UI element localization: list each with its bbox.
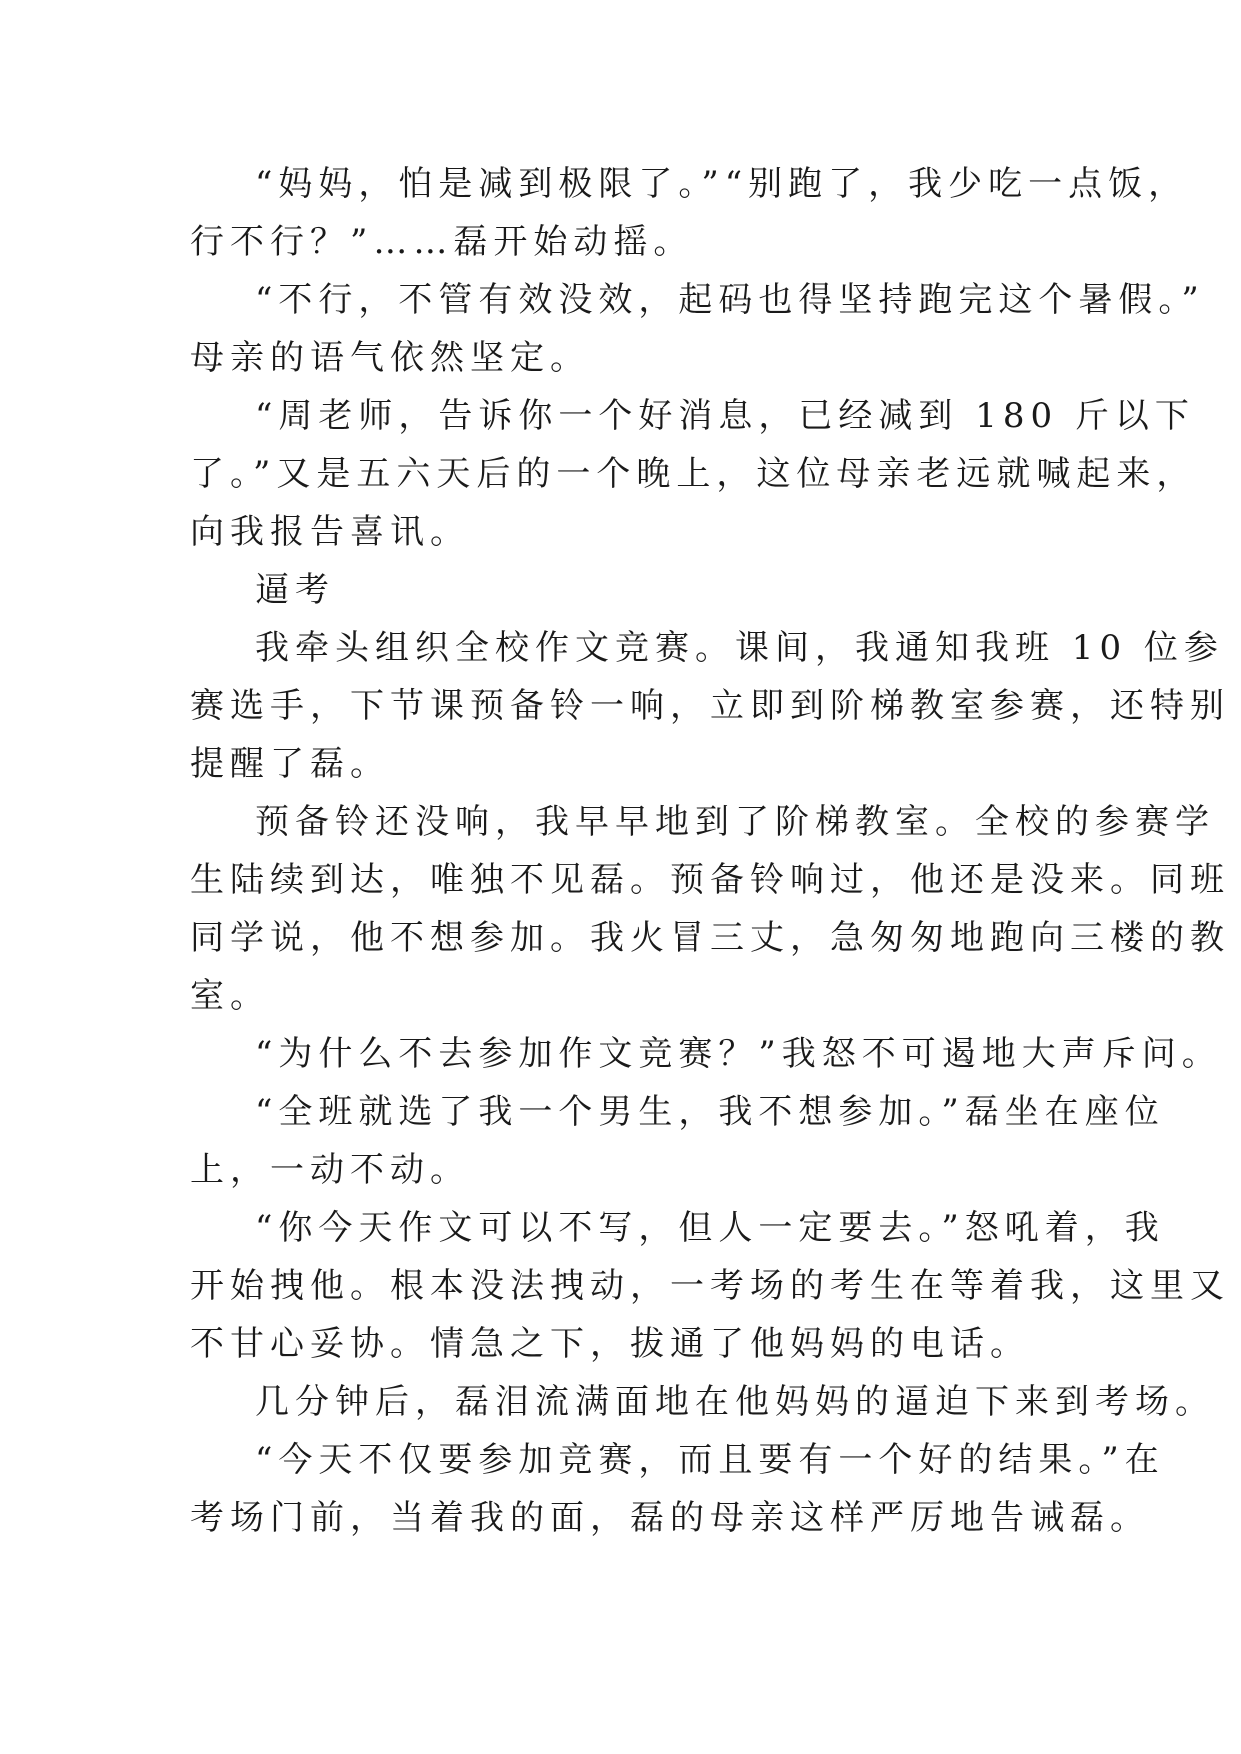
text-line: 生陆续到达，唯独不见磊。预备铃响过，他还是没来。同班 — [190, 860, 1230, 900]
text-line: 室。 — [190, 976, 270, 1016]
paragraph — [190, 1083, 1165, 1199]
text-line: 不甘心妥协。情急之下，拔通了他妈妈的电话。 — [190, 1324, 1030, 1364]
section-heading — [190, 561, 1050, 619]
text-line: 向我报告喜讯。 — [190, 512, 470, 552]
paragraph — [190, 1025, 1222, 1083]
paragraph — [190, 1431, 1165, 1547]
text-line: 预备铃还没响，我早早地到了阶梯教室。全校的参赛学 — [255, 802, 1215, 842]
paragraph — [190, 1373, 1215, 1431]
paragraph — [190, 619, 1230, 793]
paragraph — [190, 1199, 1230, 1373]
text-line: 我牵头组织全校作文竞赛。课间，我通知我班 10 位参 — [255, 628, 1224, 668]
text-line: “周老师，告诉你一个好消息，已经减到 180 斤以下 — [255, 396, 1195, 436]
text-line: 考场门前，当着我的面，磊的母亲这样严厉地告诫磊。 — [190, 1498, 1150, 1538]
text-line: “你今天作文可以不写，但人一定要去。”怒吼着，我 — [255, 1208, 1165, 1248]
text-line: 同学说，他不想参加。我火冒三丈，急匆匆地跑向三楼的教 — [190, 918, 1230, 958]
paragraph — [190, 271, 1205, 387]
text-line: 提醒了磊。 — [190, 744, 390, 784]
text-line: 行不行？”……磊开始动摇。 — [190, 222, 694, 262]
text-line: 了。”又是五六天后的一个晚上，这位母亲老远就喊起来， — [190, 454, 1197, 494]
document-body — [190, 155, 1230, 1547]
text-line: “全班就选了我一个男生，我不想参加。”磊坐在座位 — [255, 1092, 1165, 1132]
text-line: 上，一动不动。 — [190, 1150, 470, 1190]
paragraph — [190, 155, 1189, 271]
text-line: “不行，不管有效没效，起码也得坚持跑完这个暑假。” — [255, 280, 1205, 320]
heading-text: 逼考 — [255, 570, 335, 610]
text-line: “为什么不去参加作文竞赛？”我怒不可遏地大声斥问。 — [255, 1034, 1222, 1074]
paragraph — [190, 387, 1197, 561]
text-line: “今天不仅要参加竞赛，而且要有一个好的结果。”在 — [255, 1440, 1165, 1480]
text-line: “妈妈，怕是减到极限了。”“别跑了，我少吃一点饭， — [255, 164, 1189, 204]
text-line: 赛选手，下节课预备铃一响，立即到阶梯教室参赛，还特别 — [190, 686, 1230, 726]
text-line: 几分钟后，磊泪流满面地在他妈妈的逼迫下来到考场。 — [255, 1382, 1215, 1422]
text-line: 母亲的语气依然坚定。 — [190, 338, 590, 378]
text-line: 开始拽他。根本没法拽动，一考场的考生在等着我，这里又 — [190, 1266, 1230, 1306]
paragraph — [190, 793, 1230, 1025]
